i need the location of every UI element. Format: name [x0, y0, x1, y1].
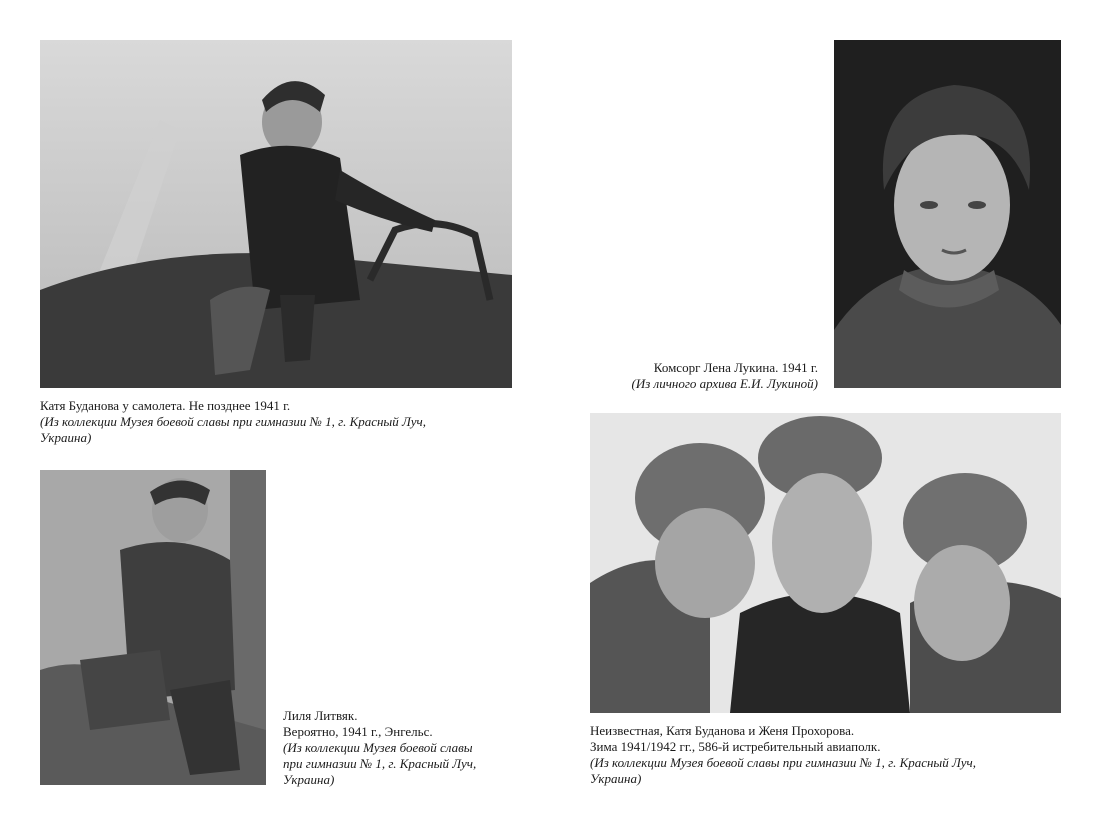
caption-source: Украина): [590, 771, 642, 786]
caption-source: (Из коллекции Музея боевой славы при гимназии № 1, г. Красный Луч,: [590, 755, 977, 770]
caption-source: (Из коллекции Музея боевой славы при гимназии № 1, г. Красный Луч,: [40, 414, 427, 429]
caption-title: Лиля Литвяк.: [283, 708, 358, 723]
caption-title: Неизвестная, Катя Буданова и Женя Прохорова.: [590, 723, 855, 738]
caption-lukina-portrait: [631, 360, 818, 392]
photo-lukina-portrait: [834, 40, 1061, 388]
caption-budanova-plane: [40, 398, 426, 446]
photo-budanova-plane: [40, 40, 512, 388]
caption-source: Украина): [40, 430, 92, 445]
caption-source: при гимназии № 1, г. Красный Луч,: [283, 756, 477, 771]
caption-source: Украина): [283, 772, 335, 787]
photo-budanova-plane-image: [40, 40, 512, 388]
caption-source: (Из личного архива Е.И. Лукиной): [631, 376, 818, 391]
caption-date: Зима 1941/1942 гг., 586-й истребительный авиаполк.: [590, 739, 881, 754]
caption-source: (Из коллекции Музея боевой славы: [283, 740, 473, 755]
caption-date: Вероятно, 1941 г., Энгельс.: [283, 724, 433, 739]
photo-litvyak: [40, 470, 266, 785]
photo-litvyak-image: [40, 470, 266, 785]
caption-litvyak: [283, 708, 476, 788]
photo-three-women-image: [590, 413, 1061, 713]
caption-three-women: [590, 723, 976, 787]
photo-lukina-portrait-image: [834, 40, 1061, 388]
caption-title: Комсорг Лена Лукина. 1941 г.: [653, 360, 818, 375]
photo-three-women: [590, 413, 1061, 713]
caption-title: Катя Буданова у самолета. Не позднее 1941 г.: [40, 398, 291, 413]
